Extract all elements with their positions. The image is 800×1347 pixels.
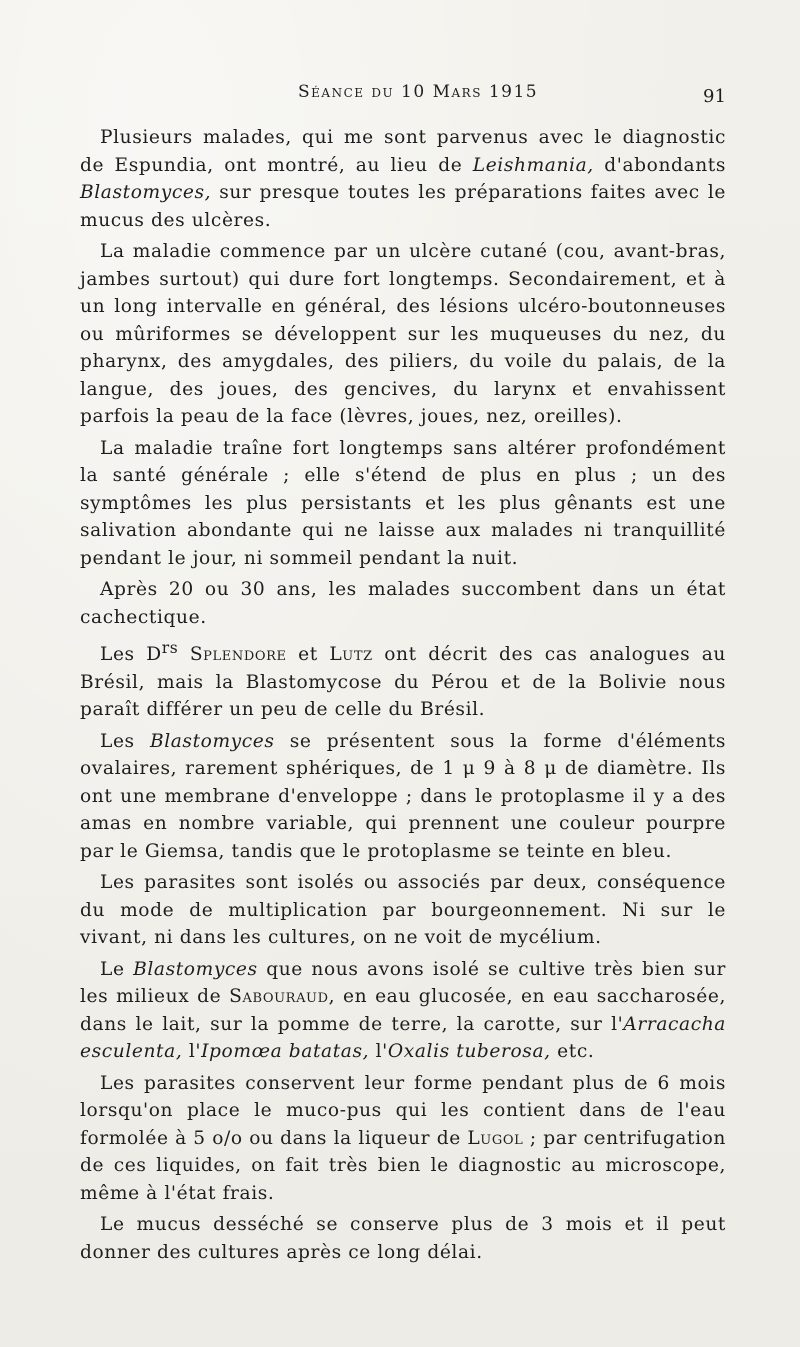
italic-term: Arracacha esculenta, xyxy=(80,1013,726,1063)
author-name: Splendore xyxy=(189,644,287,666)
page-number: 91 xyxy=(703,86,726,107)
italic-term: Blastomyces xyxy=(149,730,275,752)
author-name: Lugol xyxy=(467,1127,524,1149)
text-run: et xyxy=(286,644,330,666)
text-run: l' xyxy=(369,1041,388,1063)
text-run: Les D xyxy=(100,644,162,666)
italic-term: Oxalis tuberosa, xyxy=(387,1041,551,1063)
italic-term: Leishmania, xyxy=(472,154,594,176)
paragraph-2: La maladie commence par un ulcère cutané (cou, avant-bras, jambes surtout) qui dure fort longtemps. Secondairement, et à un long intervalle en général, des lésions ulcéro-boutonneuses ou mûriformes se développent sur les muqueuses du nez, du pharynx, des amygdales, des piliers, du voile du palais, de la langue, des joues, des gencives, du larynx et envahissent parfois la peau de la face (lèvres, joues, nez, oreilles). xyxy=(80,241,726,427)
text-run: Les xyxy=(100,730,150,752)
text-run: se présentent sous la forme d'éléments ovalaires, rarement sphériques, de 1 μ 9 à 8 μ de diamètre. Ils ont une membrane d'enveloppe ; dans le protoplasme il y a des amas en nombre variable, qui prennent une couleur pourpre par le Giemsa, tandis que le protoplasme se teinte en bleu. xyxy=(80,730,726,862)
italic-term: Blastomyces xyxy=(133,958,258,980)
superscript: rs xyxy=(161,639,179,657)
paragraph-9 xyxy=(80,1070,726,1208)
text-run: d'abondants xyxy=(593,154,726,176)
text-run: Le xyxy=(100,958,134,980)
paragraph-8 xyxy=(80,956,726,1066)
text-run: sur presque toutes les préparations faites avec le mucus des ulcères. xyxy=(80,182,726,231)
italic-term: Ipomœa batatas, xyxy=(201,1041,370,1063)
running-title: Séance du 10 Mars 1915 xyxy=(298,82,539,102)
paragraph-6 xyxy=(80,728,726,866)
text-run: l' xyxy=(182,1041,202,1063)
author-name: Sabouraud xyxy=(229,986,329,1008)
page-header xyxy=(0,82,800,112)
paragraph-5 xyxy=(80,635,726,724)
body-text xyxy=(80,124,726,1266)
author-name: Lutz xyxy=(329,644,373,666)
text-run: que nous avons isolé se cultive très bien sur les milieux de xyxy=(80,958,727,1008)
paragraph-1 xyxy=(80,124,726,234)
text-run: Plusieurs malades, qui me sont parvenus avec le diagnostic de Espundia, ont montré, au lieu de xyxy=(80,127,726,176)
paragraph-10: Le mucus desséché se conserve plus de 3 mois et il peut donner des cultures après ce long délai. xyxy=(80,1214,726,1263)
text-run xyxy=(178,644,190,665)
text-run: ont décrit des cas analogues au Brésil, mais la Blastomycose du Pérou et de la Bolivie nous paraît différer un peu de celle du Brésil. xyxy=(80,644,726,721)
italic-term: Blastomyces, xyxy=(80,182,212,203)
text-run: Les parasites conservent leur forme pendant plus de 6 mois lorsqu'on place le muco-pus qui les contient dans de l'eau formolée à 5 o/o ou dans la liqueur de xyxy=(80,1072,726,1149)
paragraph-4: Après 20 ou 30 ans, les malades succombent dans un état cachectique. xyxy=(80,579,726,628)
paragraph-3: La maladie traîne fort longtemps sans altérer profondément la santé générale ; elle s'étend de plus en plus ; un des symptômes les plus persistants et les plus gênants est une salivation abondante qui ne laisse aux malades ni tranquillité pendant le jour, ni sommeil pendant la nuit. xyxy=(80,437,726,569)
paragraph-7: Les parasites sont isolés ou associés par deux, conséquence du mode de multiplication par bourgeonnement. Ni sur le vivant, ni dans les cultures, on ne voit de mycélium. xyxy=(80,872,726,949)
text-run: ; par centrifugation de ces liquides, on fait très bien le diagnostic au microscope, même à l'état frais. xyxy=(80,1127,726,1204)
text-run: , en eau glucosée, en eau saccharosée, dans le lait, sur la pomme de terre, la carotte, sur l' xyxy=(80,986,726,1035)
text-run: etc. xyxy=(550,1041,595,1063)
